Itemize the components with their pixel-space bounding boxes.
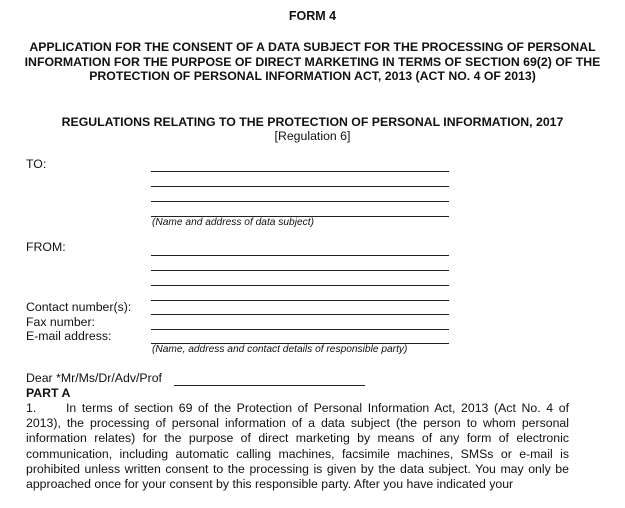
regulations-title: REGULATIONS RELATING TO THE PROTECTION OF PERSONAL INFORMATION, 2017 [61, 115, 564, 129]
part-a-item-number: 1. [26, 401, 37, 415]
part-a-text: In terms of section 69 of the Protection of Personal Information Act, 2013 (Act No. 4 of 2013), the processing of personal information of a data subject (the person to whom personal information relates) for the purpose of direct marketing by means of any form of electronic communication, including automatic calling machines, facsimile machines, SMSs or e-mail is prohibited unless written consent to the processing is given by the data subject. You may only be approached once for your consent by this responsible party. After you have indicated your [26, 401, 569, 492]
from-label: FROM: [26, 240, 66, 254]
to-line-3[interactable] [151, 201, 449, 202]
fax-number-line[interactable] [151, 329, 449, 330]
from-note: (Name, address and contact details of responsible party) [152, 344, 408, 355]
form-title: APPLICATION FOR THE CONSENT OF A DATA SUBJECT FOR THE PROCESSING OF PERSONAL INFORMATION FOR THE PURPOSE OF DIRECT MARKETING IN TERMS OF SECTION 69(2) OF THE PROTECTION OF PERSONAL INFORMATION ACT, 2013 (ACT NO. 4 OF 2013) [24, 40, 601, 84]
from-line-2[interactable] [151, 270, 449, 271]
regulation-reference: [Regulation 6] [274, 129, 351, 143]
part-a-heading: PART A [26, 386, 71, 400]
form-number: FORM 4 [288, 9, 337, 23]
from-line-4[interactable] [151, 300, 449, 301]
from-line-1[interactable] [151, 255, 449, 256]
to-note: (Name and address of data subject) [152, 217, 314, 228]
contact-number-line[interactable] [151, 314, 449, 315]
fax-number-label: Fax number: [26, 315, 96, 329]
contact-number-label: Contact number(s): [26, 300, 132, 314]
to-line-1[interactable] [151, 171, 449, 172]
part-a-paragraph [26, 401, 569, 492]
from-line-3[interactable] [151, 285, 449, 286]
to-line-2[interactable] [151, 186, 449, 187]
salutation-name-line[interactable] [174, 385, 365, 386]
email-address-label: E-mail address: [26, 329, 112, 343]
to-label: TO: [26, 157, 47, 171]
salutation: Dear *Mr/Ms/Dr/Adv/Prof [26, 371, 162, 385]
